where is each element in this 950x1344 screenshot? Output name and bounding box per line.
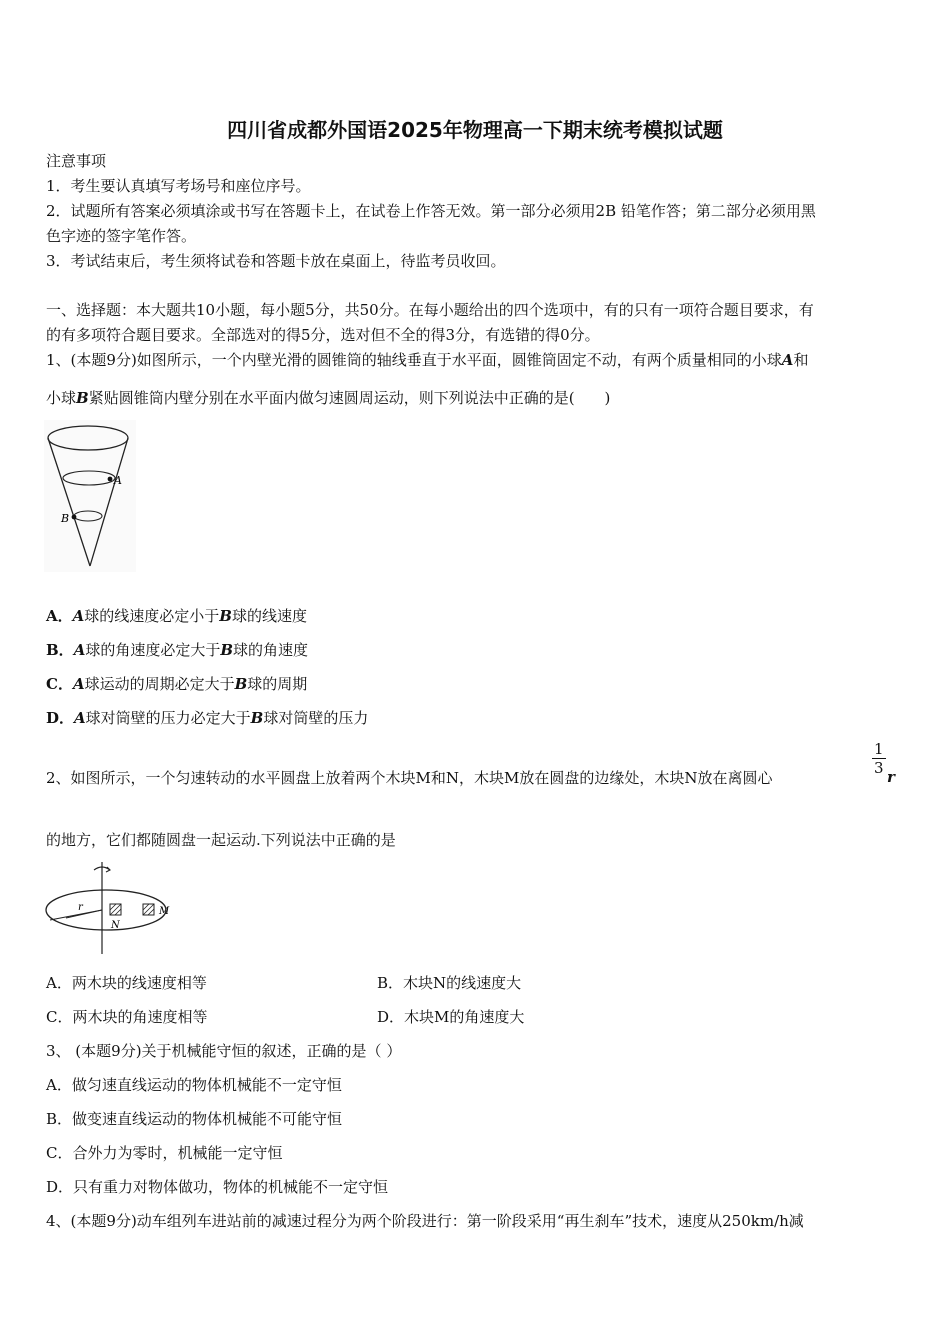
notice-item: 3．考试结束后，考生须将试卷和答题卡放在桌面上，待监考员收回。	[46, 252, 506, 270]
option-text: 球的周期	[247, 675, 308, 693]
option-var: B	[219, 607, 232, 625]
ball-b-label: B	[61, 512, 70, 525]
notice-heading: 注意事项	[46, 152, 107, 170]
q3-option: A．做匀速直线运动的物体机械能不一定守恒	[46, 1076, 342, 1094]
option-text: 球对筒壁的压力必定大于	[85, 709, 251, 727]
q1-stem-text: 1、(本题9分)如图所示，一个内壁光滑的圆锥筒的轴线垂直于水平面，圆锥筒固定不动，有两个质量相同的小球	[46, 351, 782, 369]
q2-option: B．木块N的线速度大	[377, 974, 522, 992]
q4-stem: 4、(本题9分)动车组列车进站前的减速过程分为两个阶段进行：第一阶段采用“再生刹车”技术，速度从250km/h减	[46, 1212, 804, 1230]
q1-stem-text-end: 和	[793, 351, 809, 369]
option-text: 球对筒壁的压力	[263, 709, 369, 727]
q1-var-a: A	[781, 351, 794, 369]
q2-stem-line1: 2、如图所示，一个匀速转动的水平圆盘上放着两个木块M和N，木块M放在圆盘的边缘处，木块N放在离圆心	[46, 769, 773, 787]
block-n-label: N	[111, 920, 120, 931]
option-var: A	[72, 675, 85, 693]
option-text: 球运动的周期必定大于	[84, 675, 235, 693]
q1-stem-line1	[46, 350, 808, 370]
ball-b-dot	[72, 515, 77, 520]
option-text: 球的线速度必定小于	[84, 607, 220, 625]
q1-stem-text-end: 紧贴圆锥筒内壁分别在水平面内做匀速圆周运动，则下列说法中正确的是( )	[88, 389, 611, 407]
fraction-denominator: 3	[874, 759, 884, 777]
notice-item: 1．考生要认真填写考场号和座位序号。	[46, 177, 311, 195]
q1-option	[46, 640, 308, 660]
q1-option	[46, 674, 307, 694]
page-title: 四川省成都外国语2025年物理高一下期末统考模拟试题	[227, 118, 723, 142]
q3-option: B．做变速直线运动的物体机械能不可能守恒	[46, 1110, 343, 1128]
fraction-numerator: 1	[874, 740, 884, 758]
disk-radius-label: r	[78, 902, 83, 913]
option-letter: C．	[46, 675, 73, 693]
option-text: 球的角速度必定大于	[85, 641, 221, 659]
ball-a-label: A	[114, 474, 122, 487]
option-var: A	[72, 607, 85, 625]
fraction-one-third	[872, 740, 886, 777]
q2-option: A．两木块的线速度相等	[46, 974, 207, 992]
q1-option	[46, 606, 307, 626]
option-letter: B．	[46, 641, 74, 659]
cone-figure	[44, 420, 136, 572]
section-intro-line: 一、选择题：本大题共10小题，每小题5分，共50分。在每小题给出的四个选项中，有的只有一项符合题目要求，有	[46, 301, 814, 319]
disk-figure	[44, 860, 184, 956]
option-var: B	[220, 641, 234, 659]
q3-stem: 3、 (本题9分)关于机械能守恒的叙述，正确的是（ ）	[46, 1042, 402, 1060]
q2-option: D．木块M的角速度大	[377, 1008, 525, 1026]
ball-a-dot	[108, 477, 113, 482]
q2-option: C．两木块的角速度相等	[46, 1008, 208, 1026]
q1-stem-text: 小球	[46, 389, 77, 407]
option-letter: D．	[46, 709, 75, 727]
option-var: A	[73, 641, 86, 659]
q3-option: C．合外力为零时，机械能一定守恒	[46, 1144, 283, 1162]
option-var: A	[74, 709, 86, 727]
notice-item: 2．试题所有答案必须填涂或书写在答题卡上，在试卷上作答无效。第一部分必须用2B 铅笔作答；第二部分必须用黑	[46, 202, 816, 220]
block-m-label: M	[159, 906, 170, 917]
option-text: 球的线速度	[231, 607, 307, 625]
option-letter: A．	[46, 607, 73, 625]
radius-variable: r	[887, 768, 895, 786]
section-intro-line: 的有多项符合题目要求。全部选对的得5分，选对但不全的得3分，有选错的得0分。	[46, 326, 600, 344]
option-var: B	[234, 675, 248, 693]
q2-stem-line2: 的地方，它们都随圆盘一起运动.下列说法中正确的是	[46, 831, 396, 849]
q1-stem-line2	[46, 388, 610, 408]
q1-var-b: B	[76, 389, 89, 407]
option-text: 球的角速度	[233, 641, 309, 659]
q1-option	[46, 708, 368, 728]
notice-item: 色字迹的签字笔作答。	[46, 227, 197, 245]
option-var: B	[250, 709, 264, 727]
q3-option: D．只有重力对物体做功，物体的机械能不一定守恒	[46, 1178, 389, 1196]
